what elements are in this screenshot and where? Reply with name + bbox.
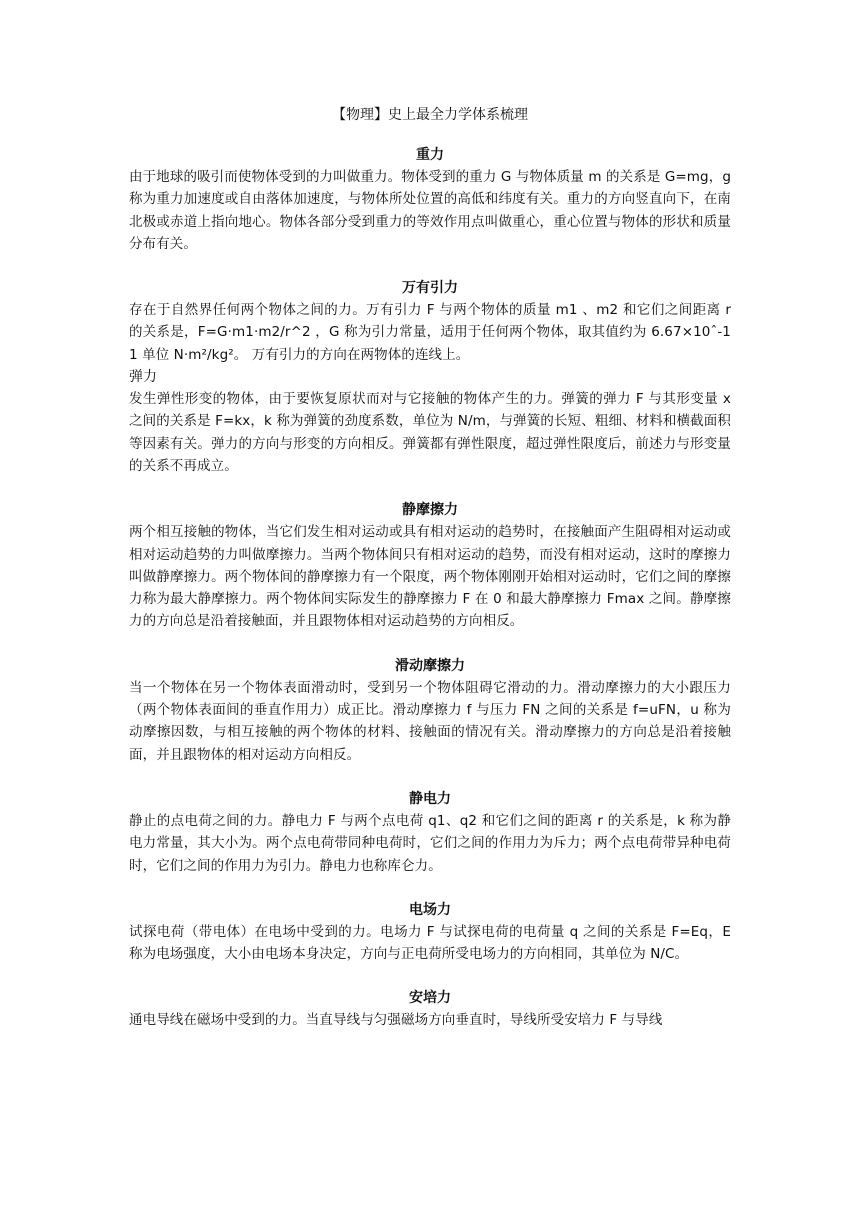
paragraph-universal-gravitation: 存在于自然界任何两个物体之间的力。万有引力 F 与两个物体的质量 m1 、m2 和它们之间距离 r 的关系是，F=G·m1·m2/r^2 ，G 称为引力常量，适用于任何两个物体，取其值约为 6.67×10ˆ-11 单位 N·m²/kg²。 万有引力的方向在两物体的连线上。: [129, 302, 731, 363]
spacer: [129, 965, 731, 987]
heading-electric-field: 电场力: [409, 901, 451, 918]
paragraph-sliding-friction: 当一个物体在另一个物体表面滑动时，受到另一个物体阻碍它滑动的力。滑动摩擦力的大小跟压力（两个物体表面间的垂直作用力）成正比。滑动摩擦力 f 与压力 FN 之间的关系是 f=uFN，u 称为动摩擦因数，与相互接触的两个物体的材料、接触面的情况有关。滑动摩擦力的方向总是沿着接触面，并且跟物体的相对运动方向相反。: [129, 679, 731, 763]
paragraph-electrostatic: 静止的点电荷之间的力。静电力 F 与两个点电荷 q1、q2 和它们之间的距离 r 的关系是，k 称为静电力常量，其大小为。两个点电荷带同种电荷时，它们之间的作用力为斥力；两个点电荷带异种电荷时，它们之间的作用力为引力。静电力也称库仑力。: [129, 812, 731, 874]
spacer: [129, 633, 731, 655]
paragraph-electric-field: 试探电荷（带电体）在电场中受到的力。电场力 F 与试探电荷的电荷量 q 之间的关系是 F=Eq，E 称为电场强度，大小由电场本身决定，方向与正电荷所受电场力的方向相同，其单位为 N/C。: [129, 923, 731, 963]
heading-electrostatic: 静电力: [409, 790, 451, 807]
spacer: [129, 255, 731, 277]
heading-elastic: 弹力: [129, 369, 157, 386]
paragraph-gravity: 由于地球的吸引而使物体受到的力叫做重力。物体受到的重力 G 与物体质量 m 的关系是 G=mg，g 称为重力加速度或自由落体加速度，与物体所处位置的高低和纬度有关。重力的方向竖直向下，在南北极或赤道上指向地心。物体各部分受到重力的等效作用点叫做重心，重心位置与物体的形状和质量分布有关。: [129, 169, 731, 252]
paragraph-static-friction: 两个相互接触的物体，当它们发生相对运动或具有相对运动的趋势时，在接触面产生阻碍相对运动或相对运动趋势的力叫做摩擦力。当两个物体间只有相对运动的趋势，而没有相对运动，这时的摩擦力叫做静摩擦力。两个物体间的静摩擦力有一个限度，两个物体刚刚开始相对运动时，它们之间的摩擦力称为最大静摩擦力。两个物体间实际发生的静摩擦力 F 在 0 和最大静摩擦力 Fmax 之间。静摩擦力的方向总是沿着接触面，并且跟物体相对运动趋势的方向相反。: [129, 524, 731, 630]
spacer: [129, 877, 731, 899]
heading-ampere: 安培力: [409, 990, 451, 1007]
heading-universal-gravitation: 万有引力: [402, 280, 458, 297]
paragraph-ampere: 通电导线在磁场中受到的力。当直导线与匀强磁场方向垂直时，导线所受安培力 F 与导线: [129, 1012, 663, 1029]
paragraph-elastic: 发生弹性形变的物体，由于要恢复原状而对与它接触的物体产生的力。弹簧的弹力 F 与其形变量 x 之间的关系是 F=kx，k 称为弹簧的劲度系数，单位为 N/m，与弹簧的长短、粗细、材料和横截面积等因素有关。弹力的方向与形变的方向相反。弹簧都有弹性限度，超过弹性限度后，前述力与形变量的关系不再成立。: [129, 391, 731, 474]
spacer: [129, 477, 731, 499]
document-page: [129, 104, 731, 1032]
heading-static-friction: 静摩擦力: [402, 502, 458, 519]
heading-gravity: 重力: [416, 147, 444, 163]
heading-sliding-friction: 滑动摩擦力: [395, 657, 465, 674]
document-title: 【物理】史上最全力学体系梳理: [332, 107, 528, 123]
spacer: [129, 766, 731, 788]
